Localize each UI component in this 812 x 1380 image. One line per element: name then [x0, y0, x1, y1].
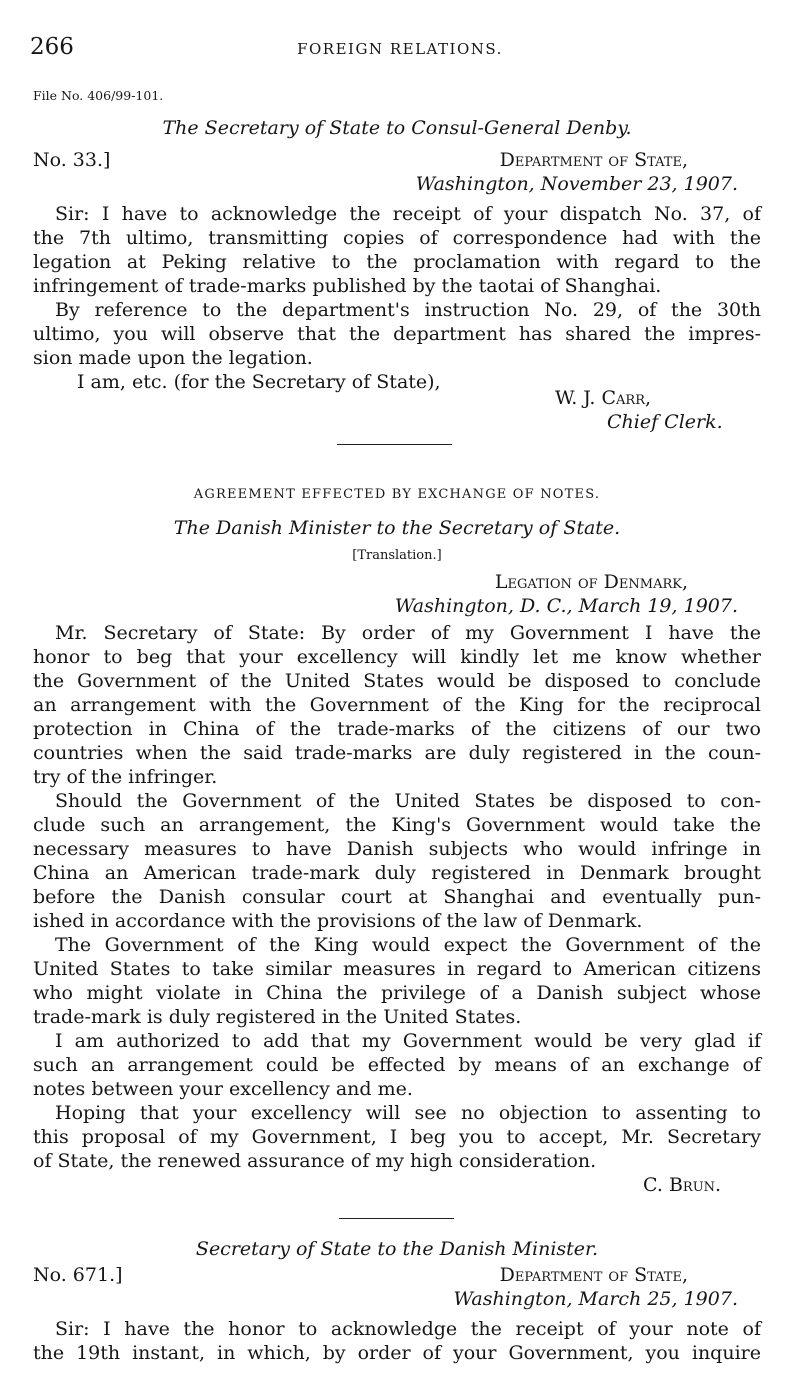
text-line: United States to take similar measures in regard to American citizens [33, 958, 761, 980]
text-line: Sir: I have to acknowledge the receipt of your dispatch No. 37, of [55, 203, 761, 225]
place-date: Washington, March 25, 1907. [453, 1288, 738, 1310]
running-title: FOREIGN RELATIONS. [297, 40, 503, 58]
text-line: an arrangement with the Government of the King for the reciprocal [33, 694, 761, 716]
text-line: the 7th ultimo, transmitting copies of correspondence had with the [33, 227, 761, 249]
file-number: File No. 406/99-101. [33, 88, 164, 103]
place-date: Washington, November 23, 1907. [415, 173, 738, 195]
letter-number: No. 671.] [33, 1264, 123, 1286]
text-line: the Government of the United States would be disposed to conclude [33, 670, 761, 692]
text-line: such an arrangement could be effected by means of an exchange of [33, 1054, 761, 1076]
text-line: protection in China of the trade-marks of the citizens of our two [33, 718, 761, 740]
running-header [30, 34, 770, 64]
text-line: of State, the renewed assurance of my high consideration. [33, 1150, 597, 1172]
text-line: before the Danish consular court at Shanghai and eventually pun- [33, 886, 761, 908]
page-number: 266 [30, 34, 74, 60]
text-line: ultimo, you will observe that the department has shared the impres- [33, 323, 761, 345]
text-line: China an American trade-mark duly registered in Denmark brought [33, 862, 761, 884]
signer-title: Chief Clerk. [607, 411, 723, 433]
text-line: sion made upon the legation. [33, 347, 313, 369]
place-date: Washington, D. C., March 19, 1907. [394, 595, 738, 617]
letter-title: Secretary of State to the Danish Minister. [195, 1238, 599, 1260]
text-line: By reference to the department's instruction No. 29, of the 30th [55, 299, 761, 321]
department-heading: Department of State, [499, 1264, 688, 1286]
letter-title: The Danish Minister to the Secretary of State. [173, 517, 621, 539]
closing-line: I am, etc. (for the Secretary of State), [77, 371, 441, 393]
signer-name: C. Brun. [643, 1174, 722, 1196]
section-divider [337, 444, 452, 445]
signer-name: W. J. Carr, [555, 387, 652, 409]
text-line: I am authorized to add that my Government would be very glad if [55, 1030, 761, 1052]
text-line: clude such an arrangement, the King's Government would take the [33, 814, 761, 836]
text-line: notes between your excellency and me. [33, 1078, 413, 1100]
section-divider [339, 1218, 454, 1219]
text-line: legation at Peking relative to the proclamation with regard to the [33, 251, 761, 273]
department-heading: Department of State, [499, 149, 688, 171]
text-line: ished in accordance with the provisions of the law of Denmark. [33, 910, 643, 932]
legation-heading: Legation of Denmark, [494, 571, 688, 593]
text-line: The Government of the King would expect the Government of the [55, 934, 761, 956]
text-line: this proposal of my Government, I beg you to accept, Mr. Secretary [33, 1126, 761, 1148]
text-line: who might violate in China the privilege of a Danish subject whose [33, 982, 761, 1004]
text-line: Sir: I have the honor to acknowledge the receipt of your note of [55, 1318, 761, 1340]
text-line: try of the infringer. [33, 766, 218, 788]
letter-title: The Secretary of State to Consul-General Denby. [162, 117, 632, 139]
text-line: the 19th instant, in which, by order of your Government, you inquire [33, 1342, 761, 1364]
text-line: Hoping that your excellency will see no objection to assenting to [55, 1102, 761, 1124]
text-line: necessary measures to have Danish subjects who would infringe in [33, 838, 761, 860]
section-heading: AGREEMENT EFFECTED BY EXCHANGE OF NOTES. [193, 487, 601, 502]
text-line: trade-mark is duly registered in the United States. [33, 1006, 522, 1028]
text-line: honor to beg that your excellency will kindly let me know whether [33, 646, 761, 668]
text-line: countries when the said trade-marks are duly registered in the coun- [33, 742, 761, 764]
translation-note: [Translation.] [352, 548, 442, 563]
letter-number: No. 33.] [33, 149, 111, 171]
text-line: Mr. Secretary of State: By order of my Government I have the [55, 622, 761, 644]
text-line: infringement of trade-marks published by the taotai of Shanghai. [33, 275, 662, 297]
text-line: Should the Government of the United States be disposed to con- [55, 790, 761, 812]
